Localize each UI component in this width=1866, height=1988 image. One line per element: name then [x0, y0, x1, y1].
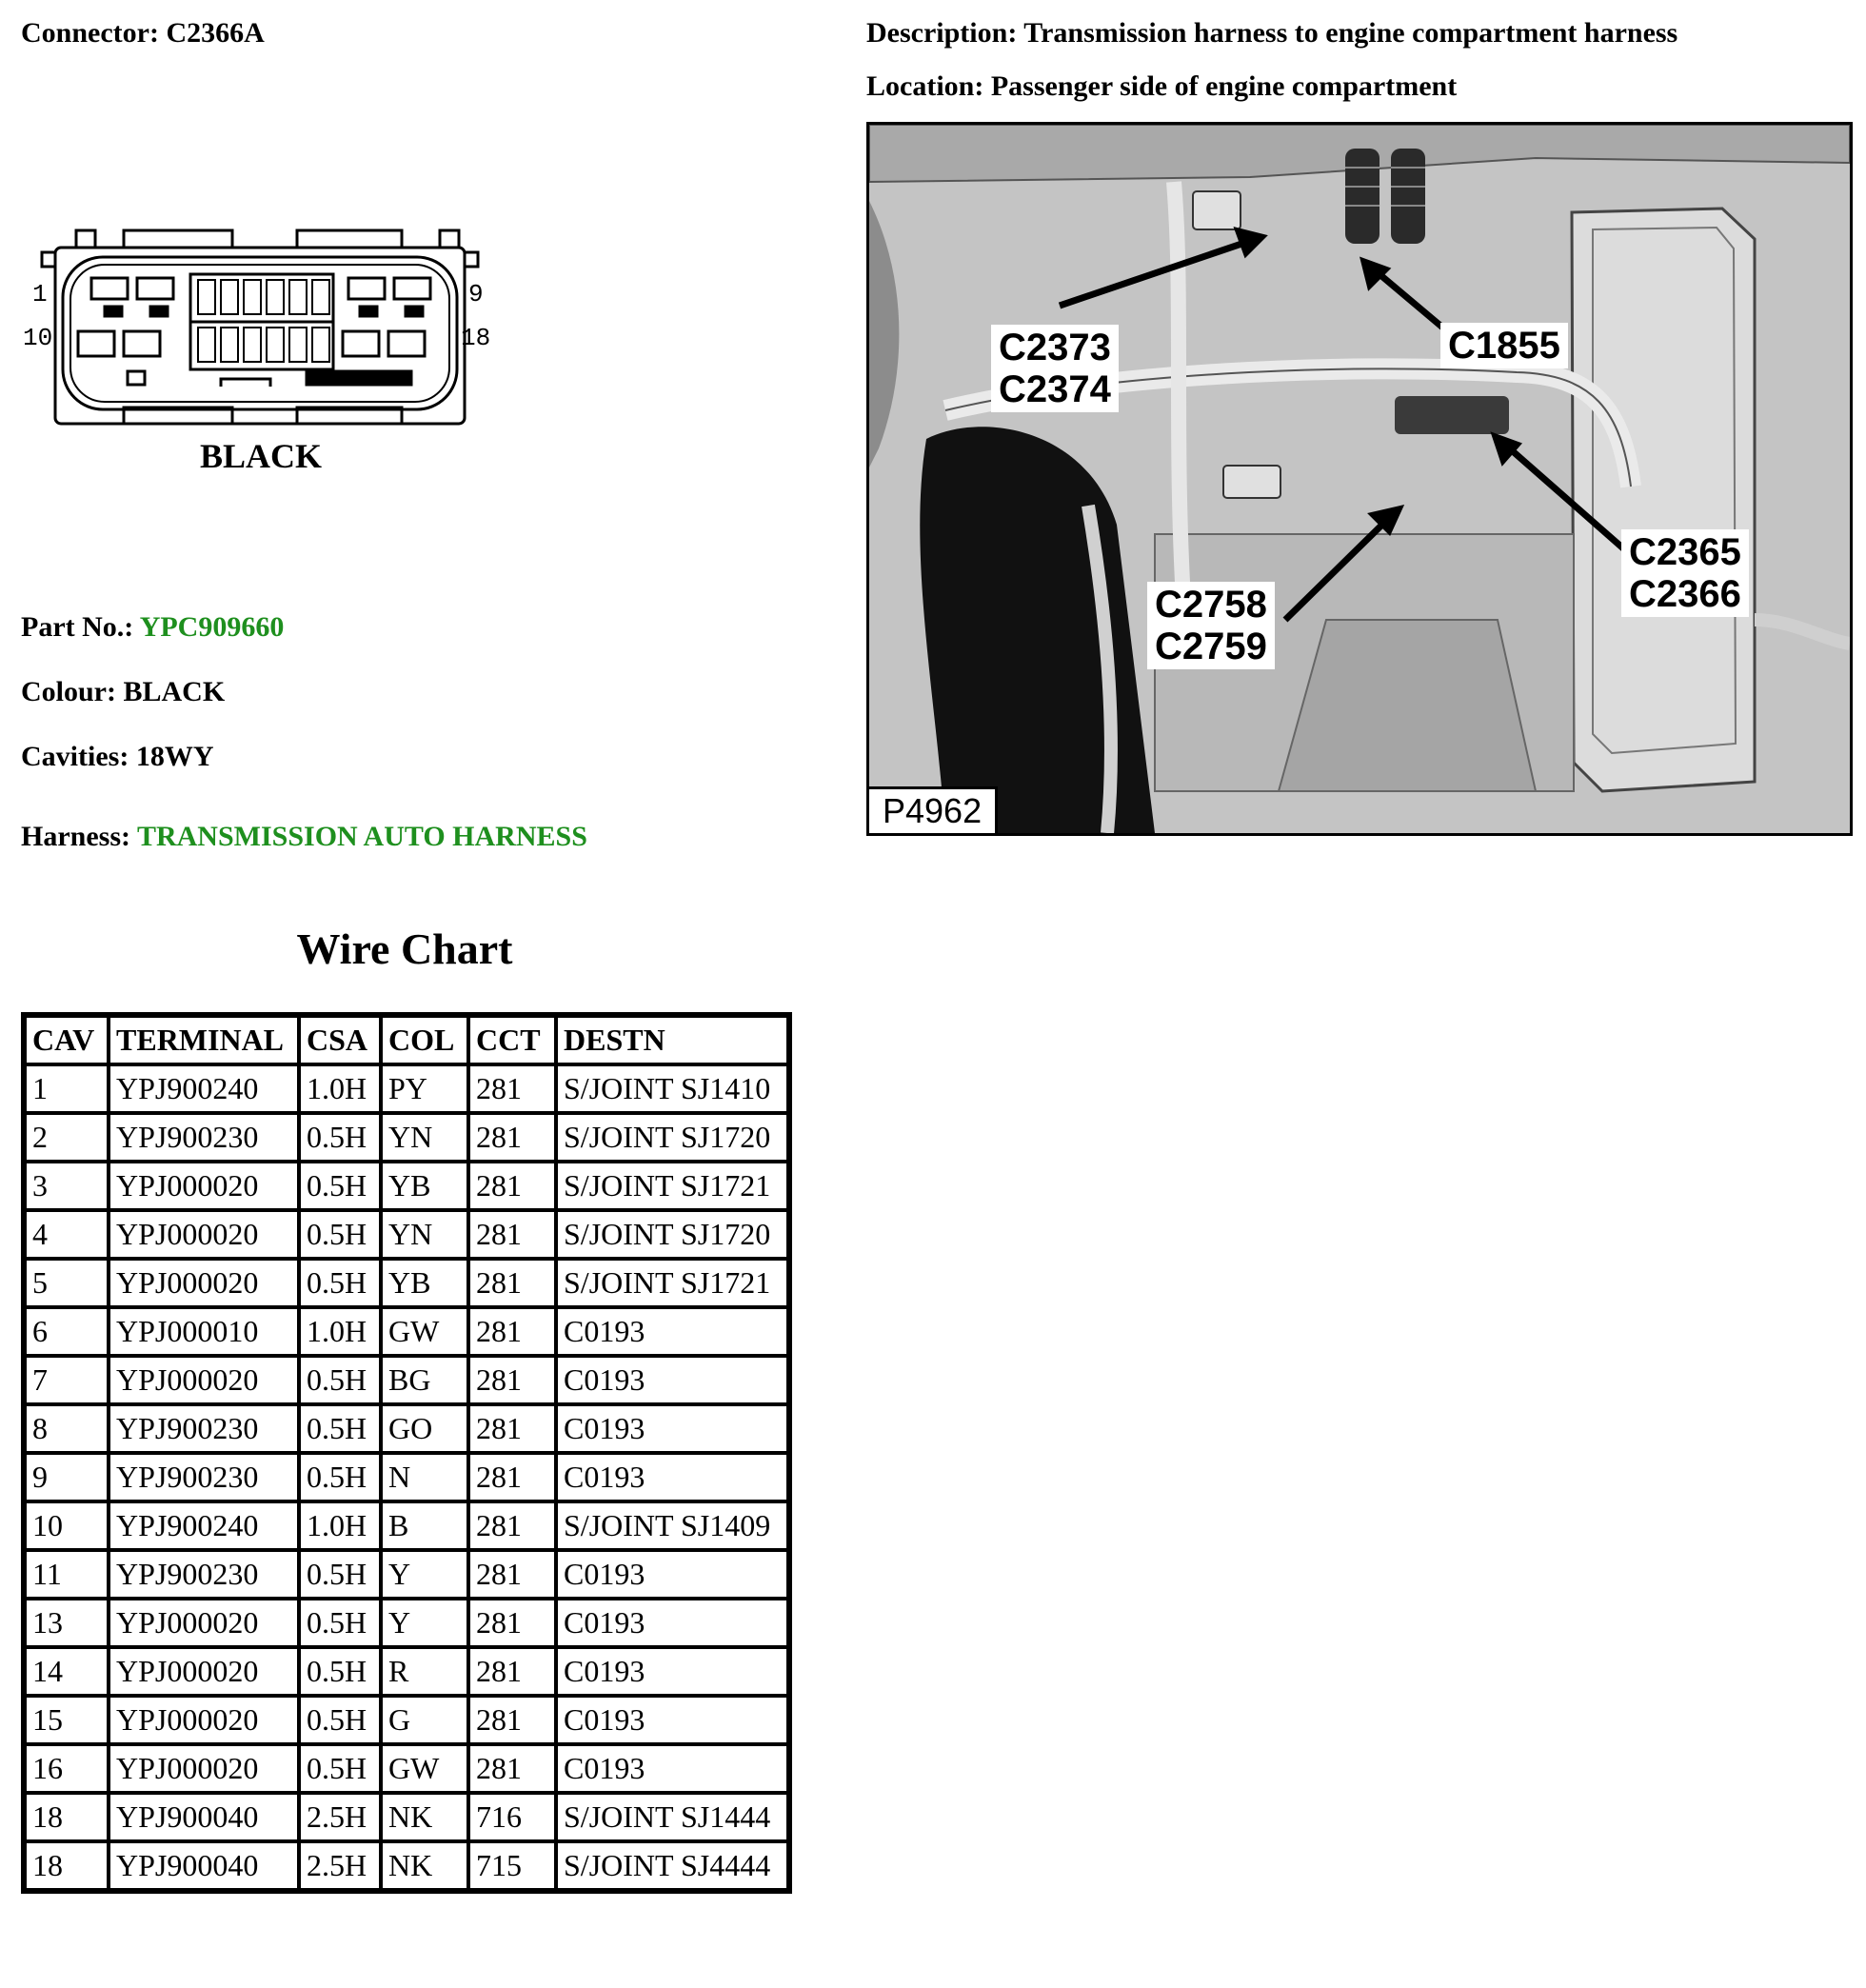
cell-csa: 0.5H	[301, 1163, 379, 1208]
cell-col: R	[383, 1649, 466, 1694]
cell-csa: 0.5H	[301, 1698, 379, 1742]
table-row	[27, 1746, 786, 1791]
cell-terminal: YPJ000020	[110, 1358, 297, 1402]
photo-callout-c2373-c2374	[991, 325, 1119, 412]
cell-cct: 281	[470, 1261, 554, 1305]
harness-label: Harness:	[21, 821, 130, 852]
cell-col: NK	[383, 1795, 466, 1839]
cell-csa: 0.5H	[301, 1358, 379, 1402]
cell-col: GW	[383, 1309, 466, 1354]
part-number-line	[21, 611, 284, 644]
harness-line	[21, 821, 587, 853]
photo-callout-line: C2366	[1629, 573, 1741, 615]
cell-cav: 3	[27, 1163, 107, 1208]
cell-terminal: YPJ000020	[110, 1649, 297, 1694]
cell-destn: S/JOINT SJ1721	[558, 1163, 786, 1208]
photo-callout-line: C1855	[1448, 325, 1560, 367]
table-row	[27, 1115, 786, 1160]
cell-col: YN	[383, 1212, 466, 1257]
cell-destn: C0193	[558, 1649, 786, 1694]
cell-cct: 281	[470, 1163, 554, 1208]
connector-color-caption: BLACK	[200, 437, 323, 475]
cell-destn: C0193	[558, 1552, 786, 1597]
cell-cav: 9	[27, 1455, 107, 1500]
column-header-cct: CCT	[470, 1018, 554, 1063]
colour-line	[21, 676, 225, 708]
cell-terminal: YPJ000020	[110, 1261, 297, 1305]
cell-cct: 281	[470, 1115, 554, 1160]
cell-terminal: YPJ900040	[110, 1843, 297, 1888]
cell-cct: 281	[470, 1600, 554, 1645]
pin-label-9: 9	[468, 280, 484, 308]
description-value: Transmission harness to engine compartment harness	[1023, 17, 1678, 49]
cell-cct: 281	[470, 1503, 554, 1548]
cell-cav: 11	[27, 1552, 107, 1597]
table-row	[27, 1455, 786, 1500]
photo-callout-line: C2365	[1629, 531, 1741, 573]
cell-csa: 1.0H	[301, 1066, 379, 1111]
cell-col: B	[383, 1503, 466, 1548]
location-label: Location:	[866, 70, 984, 102]
description-line	[866, 17, 1677, 50]
cell-csa: 0.5H	[301, 1552, 379, 1597]
table-row	[27, 1212, 786, 1257]
cell-csa: 0.5H	[301, 1212, 379, 1257]
column-header-col: COL	[383, 1018, 466, 1063]
table-row	[27, 1309, 786, 1354]
column-header-terminal: TERMINAL	[110, 1018, 297, 1063]
cell-destn: S/JOINT SJ1721	[558, 1261, 786, 1305]
cell-cct: 281	[470, 1698, 554, 1742]
column-header-destn: DESTN	[558, 1018, 786, 1063]
cell-destn: C0193	[558, 1600, 786, 1645]
cell-csa: 1.0H	[301, 1503, 379, 1548]
cell-cct: 715	[470, 1843, 554, 1888]
cell-col: N	[383, 1455, 466, 1500]
photo-callout-line: C2373	[999, 327, 1111, 368]
cell-cct: 281	[470, 1746, 554, 1791]
connector-face-drawing	[21, 219, 516, 438]
cell-terminal: YPJ000020	[110, 1698, 297, 1742]
cell-cav: 15	[27, 1698, 107, 1742]
column-header-cav: CAV	[27, 1018, 107, 1063]
cell-cav: 6	[27, 1309, 107, 1354]
cell-destn: S/JOINT SJ1720	[558, 1115, 786, 1160]
harness-link[interactable]: TRANSMISSION AUTO HARNESS	[136, 821, 587, 852]
table-row	[27, 1552, 786, 1597]
cell-csa: 0.5H	[301, 1261, 379, 1305]
cell-destn: C0193	[558, 1309, 786, 1354]
photo-id-label: P4962	[869, 786, 998, 833]
cell-terminal: YPJ000020	[110, 1163, 297, 1208]
table-row	[27, 1163, 786, 1208]
cell-terminal: YPJ900240	[110, 1503, 297, 1548]
cell-terminal: YPJ900240	[110, 1066, 297, 1111]
table-row	[27, 1600, 786, 1645]
cell-col: Y	[383, 1552, 466, 1597]
cell-col: Y	[383, 1600, 466, 1645]
cell-cct: 716	[470, 1795, 554, 1839]
cell-destn: C0193	[558, 1406, 786, 1451]
table-header-row	[27, 1018, 786, 1063]
table-row	[27, 1358, 786, 1402]
cell-terminal: YPJ000020	[110, 1746, 297, 1791]
cell-cav: 2	[27, 1115, 107, 1160]
engine-compartment-illustration	[869, 125, 1850, 833]
cell-col: G	[383, 1698, 466, 1742]
cell-cct: 281	[470, 1455, 554, 1500]
cell-csa: 0.5H	[301, 1406, 379, 1451]
cell-destn: S/JOINT SJ1720	[558, 1212, 786, 1257]
cell-terminal: YPJ900040	[110, 1795, 297, 1839]
cell-cav: 1	[27, 1066, 107, 1111]
cell-cct: 281	[470, 1066, 554, 1111]
table-row	[27, 1698, 786, 1742]
cell-col: GO	[383, 1406, 466, 1451]
photo-callout-line: C2758	[1155, 584, 1267, 626]
cell-cav: 16	[27, 1746, 107, 1791]
location-photo	[866, 122, 1853, 836]
cell-terminal: YPJ900230	[110, 1406, 297, 1451]
description-label: Description:	[866, 17, 1018, 49]
table-row	[27, 1795, 786, 1839]
connector-label: Connector:	[21, 17, 159, 49]
cell-cct: 281	[470, 1358, 554, 1402]
cell-cct: 281	[470, 1552, 554, 1597]
cell-terminal: YPJ900230	[110, 1455, 297, 1500]
cell-col: PY	[383, 1066, 466, 1111]
wire-chart-title: Wire Chart	[296, 924, 513, 973]
cell-terminal: YPJ900230	[110, 1115, 297, 1160]
cell-csa: 0.5H	[301, 1746, 379, 1791]
cell-col: YB	[383, 1261, 466, 1305]
cell-destn: C0193	[558, 1698, 786, 1742]
cell-cav: 4	[27, 1212, 107, 1257]
cell-cct: 281	[470, 1649, 554, 1694]
cell-col: BG	[383, 1358, 466, 1402]
cell-destn: S/JOINT SJ4444	[558, 1843, 786, 1888]
cell-destn: C0193	[558, 1358, 786, 1402]
connector-face-diagram	[21, 219, 516, 438]
cell-col: YB	[383, 1163, 466, 1208]
table-row	[27, 1843, 786, 1888]
cell-cav: 18	[27, 1795, 107, 1839]
cell-cav: 7	[27, 1358, 107, 1402]
wire-chart-table	[21, 1012, 792, 1894]
cell-cav: 18	[27, 1843, 107, 1888]
connector-heading	[21, 17, 265, 50]
cell-terminal: YPJ000010	[110, 1309, 297, 1354]
cell-csa: 0.5H	[301, 1600, 379, 1645]
part-number-link[interactable]: YPC909660	[139, 611, 285, 643]
cell-destn: S/JOINT SJ1410	[558, 1066, 786, 1111]
cell-cav: 8	[27, 1406, 107, 1451]
pin-label-18: 18	[461, 324, 491, 352]
column-header-csa: CSA	[301, 1018, 379, 1063]
connector-value: C2366A	[166, 17, 265, 49]
table-row	[27, 1066, 786, 1111]
cell-csa: 2.5H	[301, 1795, 379, 1839]
pin-label-10: 10	[23, 324, 53, 352]
table-row	[27, 1261, 786, 1305]
cell-cav: 13	[27, 1600, 107, 1645]
colour-value: BLACK	[123, 676, 226, 707]
cell-csa: 1.0H	[301, 1309, 379, 1354]
cell-col: NK	[383, 1843, 466, 1888]
cell-destn: S/JOINT SJ1444	[558, 1795, 786, 1839]
table-row	[27, 1406, 786, 1451]
photo-callout-c2365-c2366	[1621, 529, 1749, 617]
cell-destn: C0193	[558, 1746, 786, 1791]
cavities-label: Cavities:	[21, 741, 129, 772]
photo-callout-line: C2374	[999, 368, 1111, 410]
cell-cct: 281	[470, 1406, 554, 1451]
cell-cct: 281	[470, 1309, 554, 1354]
cell-col: GW	[383, 1746, 466, 1791]
cell-terminal: YPJ900230	[110, 1552, 297, 1597]
location-line	[866, 70, 1457, 103]
part-number-label: Part No.:	[21, 611, 134, 643]
table-row	[27, 1649, 786, 1694]
cell-cav: 5	[27, 1261, 107, 1305]
cell-cav: 10	[27, 1503, 107, 1548]
cell-destn: C0193	[558, 1455, 786, 1500]
cell-csa: 0.5H	[301, 1455, 379, 1500]
cell-cav: 14	[27, 1649, 107, 1694]
location-value: Passenger side of engine compartment	[990, 70, 1458, 102]
table-row	[27, 1503, 786, 1548]
cell-terminal: YPJ000020	[110, 1212, 297, 1257]
cavities-line	[21, 741, 213, 773]
cell-destn: S/JOINT SJ1409	[558, 1503, 786, 1548]
cell-col: YN	[383, 1115, 466, 1160]
photo-callout-c2758-c2759	[1147, 582, 1275, 669]
colour-label: Colour:	[21, 676, 116, 707]
cell-csa: 0.5H	[301, 1649, 379, 1694]
cell-terminal: YPJ000020	[110, 1600, 297, 1645]
cavities-value: 18WY	[135, 741, 214, 772]
wire-chart-body	[27, 1066, 786, 1888]
cell-csa: 0.5H	[301, 1115, 379, 1160]
pin-label-1: 1	[32, 280, 48, 308]
cell-csa: 2.5H	[301, 1843, 379, 1888]
photo-callout-c1855	[1440, 323, 1568, 368]
cell-cct: 281	[470, 1212, 554, 1257]
photo-callout-line: C2759	[1155, 626, 1267, 667]
